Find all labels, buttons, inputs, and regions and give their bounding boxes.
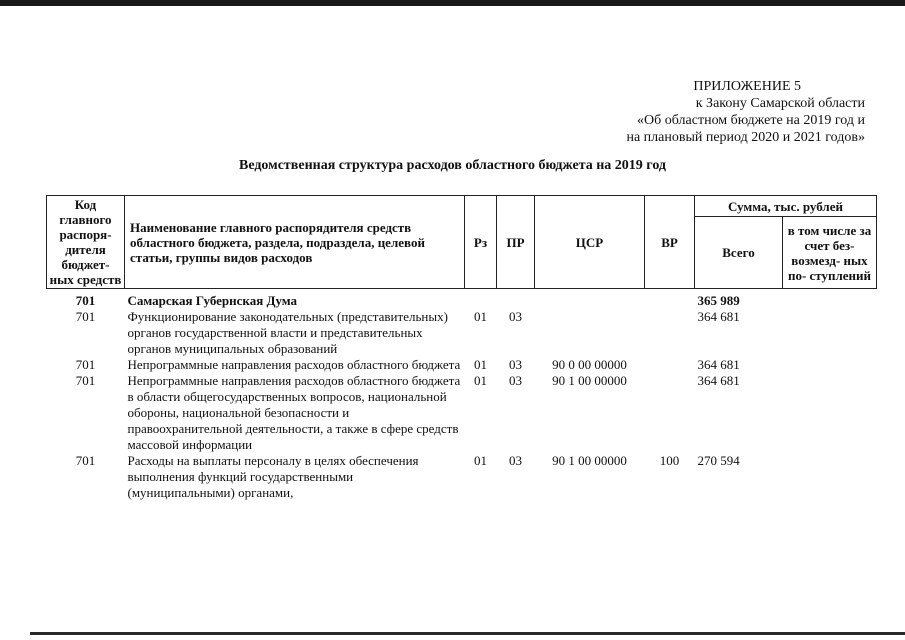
cell-code: 701: [75, 453, 96, 468]
header-csr: ЦСР: [535, 196, 645, 289]
header-total: Всего: [695, 217, 783, 289]
appendix-title: ПРИЛОЖЕНИЕ 5: [693, 79, 801, 94]
header-rz: Рз: [465, 196, 497, 289]
cell-vr: 100: [659, 453, 680, 468]
document-title: Ведомственная структура расходов областного бюджета на 2019 год: [238, 158, 666, 173]
cell-pr: 03: [509, 357, 522, 372]
cell-pr: 03: [509, 453, 522, 468]
table-row: [47, 289, 877, 310]
cell-csr: 90 1 00 00000: [552, 373, 627, 388]
budget-table: [46, 195, 877, 501]
cell-csr: [535, 289, 645, 310]
cell-pr: [497, 289, 535, 310]
cell-rz: 01: [474, 309, 487, 324]
cell-rz: [465, 289, 497, 310]
appendix-header: [626, 78, 865, 146]
table-row: [47, 357, 877, 373]
cell-incl: [783, 289, 877, 310]
cell-rz: 01: [474, 373, 487, 388]
header-code: Код главного распоря- дителя бюджет- ных средств: [47, 196, 125, 289]
cell-code: 701: [75, 373, 96, 388]
cell-name: Самарская Губернская Дума: [127, 293, 298, 308]
cell-total: 364 681: [697, 373, 740, 388]
cell-total: 365 989: [697, 293, 740, 308]
header-name: Наименование главного распорядителя средств областного бюджета, раздела, подраздела, целевой статьи, группы видов расходов: [125, 196, 465, 289]
cell-rz: 01: [474, 357, 487, 372]
cell-total: 364 681: [697, 357, 740, 372]
cell-name: Функционирование законодательных (представительных) органов государственной власти и представительных органов муниципальных образований: [127, 309, 448, 356]
cell-vr: [645, 289, 695, 310]
cell-total: 270 594: [697, 453, 740, 468]
cell-incl: [783, 373, 877, 453]
appendix-line: на плановый период 2020 и 2021 годов»: [626, 130, 865, 145]
cell-code: 701: [75, 309, 96, 324]
header-incl-grants: в том числе за счет без- возмезд- ных по- ступлений: [783, 217, 877, 289]
cell-rz: 01: [474, 453, 487, 468]
cell-name: Непрограммные направления расходов областного бюджета: [127, 357, 461, 372]
bottom-scan-border: [30, 632, 905, 635]
cell-name: Расходы на выплаты персоналу в целях обеспечения выполнения функций государственными (муниципальными) органами,: [127, 453, 419, 500]
cell-vr: [645, 309, 695, 357]
cell-code: 701: [75, 293, 96, 308]
cell-incl: [783, 357, 877, 373]
cell-pr: 03: [509, 373, 522, 388]
table-row: [47, 309, 877, 357]
cell-name: Непрограммные направления расходов областного бюджета в области общегосударственных вопросов, национальной обороны, национальной безопасности и правоохранительной деятельности, а также в сфере средств массовой информации: [127, 373, 461, 452]
cell-pr: 03: [509, 309, 522, 324]
cell-vr: [645, 373, 695, 453]
header-pr: ПР: [497, 196, 535, 289]
cell-csr: 90 0 00 00000: [552, 357, 627, 372]
header-sum: Сумма, тыс. рублей: [695, 196, 877, 217]
table-body: [47, 289, 877, 502]
cell-code: 701: [75, 357, 96, 372]
top-scan-border: [0, 0, 905, 6]
cell-csr: 90 1 00 00000: [552, 453, 627, 468]
appendix-line: к Закону Самарской области: [695, 96, 865, 111]
cell-incl: [783, 453, 877, 501]
table-row: [47, 373, 877, 453]
cell-csr: [535, 309, 645, 357]
cell-total: 364 681: [697, 309, 740, 324]
header-vr: ВР: [645, 196, 695, 289]
appendix-line: «Об областном бюджете на 2019 год и: [637, 113, 865, 128]
cell-vr: [645, 357, 695, 373]
cell-incl: [783, 309, 877, 357]
table-row: [47, 453, 877, 501]
